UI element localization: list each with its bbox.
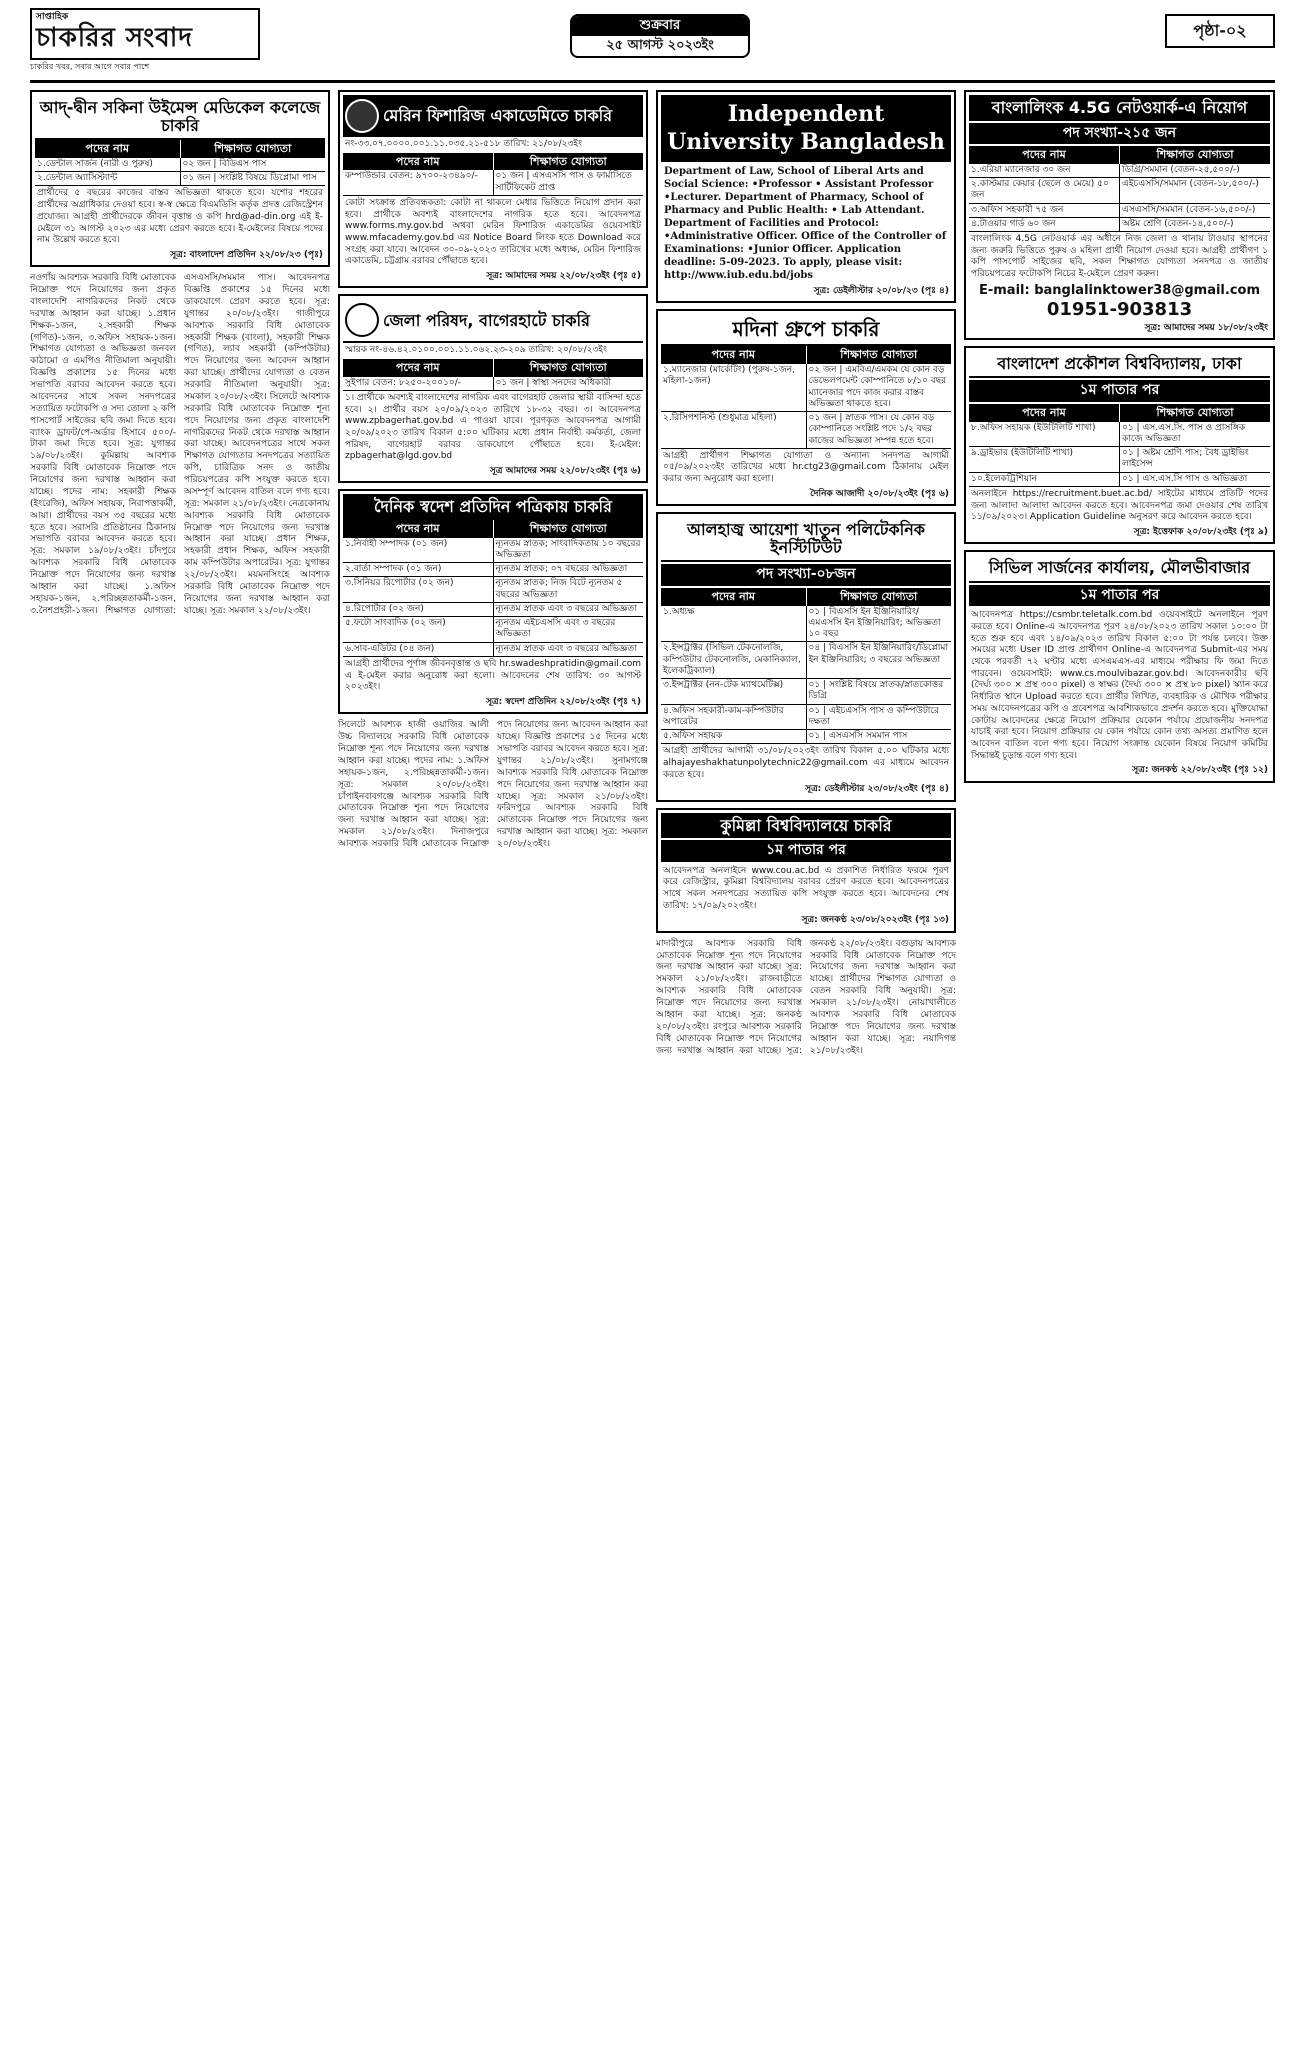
ad-title: বাংলাদেশ প্রকৌশল বিশ্ববিদ্যালয়, ঢাকা [969,351,1270,379]
contact-phone: 01951-903813 [1046,299,1193,321]
ad-title: আলহাজ্ব আয়েশা খাতুন পলিটেকনিক ইনস্টিটিউট [661,517,951,562]
cell-qualification: ০১ | এসএসসি সমমান পাস [808,731,908,741]
issue-date: ২৫ আগস্ট ২০২৩ইং [606,38,714,54]
cell-post: ২.ডেন্টাল অ্যাসিস্ট্যান্ট [35,172,181,185]
cell-qualification: ০১ | এস.এস.সি পাস ও অভিজ্ঞতা [1122,473,1248,484]
ad-civil-surgeon-moulvibazar [964,550,1275,782]
table-header [661,346,951,364]
ad-body: আগ্রহী প্রার্থীদের আগামী ৩১/০৮/২০২৩ইং তারিখ বিকাল ৫.০০ ঘটিকার মধ্যে alhajayeshakhatunpolytechnic22@gmail.com এর মাধ্যমে আবেদন করতে হবে। [663,746,949,780]
column-4 [964,90,1275,2030]
logo-title: চাকরির সংবাদ [36,23,193,53]
ad-title: দৈনিক স্বদেশ প্রতিদিন পত্রিকায় চাকরি [343,494,643,520]
table-row [661,642,951,679]
ad-body: প্রার্থীদের ৫ বছরের কাজের বাস্তব অভিজ্ঞতা থাকতে হবে। যশোর শহরের প্রার্থীদের অগ্রাধিকার দেওয়া হবে। স্ব-স্ব ক্ষেত্রে বিএমডিসি কর্তৃক প্রদত্ত রেজিস্ট্রেশন প্রযোজ্য। আগ্রহী প্রার্থীদেরকে জীবন বৃত্তান্ত ও কপি hrd@ad-din.org এই ই-মেইলে ৩১ আগস্ট ২০২৩ এর মধ্যে প্রেরণ করতে হবে। ই-মেইলের বিষয়ে পদের নাম উল্লেখ করতে হবে। [37,188,323,246]
cell-post: সুইপার বেতন: ৮২৫০-২০০১০/- [343,377,494,390]
col-header-qualification: শিক্ষাগত যোগ্যতা [1156,405,1234,419]
table-header [343,153,643,171]
col-header-post: পদের নাম [343,520,494,538]
ad-source: সূত্র: আমাদের সময় ২২/০৮/২৩ইং (পৃঃ ৫) [486,271,641,282]
cell-qualification: ০১ | অষ্টম শ্রেণি পাস; বৈধ ড্রাইভিং লাইসেন্স [1122,448,1249,470]
ad-source: সূত্র: ডেইলীস্টার ২৩/০৮/২৩ইং (পৃঃ ৪) [805,784,949,795]
cell-post: ২.রিসিপশনিস্ট (শুধুমাত্র মহিলা) [661,412,807,448]
col-header-post: পদের নাম [969,146,1120,164]
ad-source: সূত্র: ইত্তেফাক ২০/০৮/২৩ইং (পৃঃ ৯) [1133,527,1268,537]
contact-email: E-mail: banglalinktower38@gmail.com [978,282,1261,298]
col-header-qualification: শিক্ষাগত যোগ্যতা [214,142,292,156]
col-header-qualification: শিক্ষাগত যোগ্যতা [529,154,607,168]
col-header-qualification: শিক্ষাগত যোগ্যতা [529,361,607,374]
ad-banglalink [964,90,1275,340]
ad-body: আগ্রহী প্রার্থীগণ শিক্ষাগত যোগ্যতা ও অন্যান্য সনদপত্র আগামী ০৫/০৯/২০২৩ইং তারিখের মধ্যে hr.ctg23@gmail.com ঠিকানায় মেইল করার জন্য অনুরোধ করা হলো। [663,450,949,485]
ad-madina-group [656,309,956,506]
ad-source: সূত্র: জনকণ্ঠ ২২/০৮/২৩ইং (পৃঃ ১২) [1132,765,1268,776]
cell-post: ৬.সাব-এডিটর (০৪ জন) [343,643,494,656]
table-row [343,538,643,564]
column-1 [30,90,330,2030]
newspaper-logo [30,8,260,60]
cell-qualification: এসএসসি/সমমান (বেতন-১৬,৫০০/-) [1122,204,1256,215]
cell-qualification: ০১ | এস.এস.সি. পাস ও প্রাসঙ্গিক কাজে অভিজ্ঞতা [1122,422,1246,444]
ad-continued-label: ১ম পাতার পর [661,840,951,862]
ad-source: সূত্র: স্বদেশ প্রতিদিন ২২/০৮/২৩ইং (পৃঃ ৭) [486,697,641,708]
ad-title: আদ্-দ্বীন সকিনা উইমেন্স মেডিকেল কলেজে চাকরি [35,95,325,140]
cell-post: ৮.অফিস সহায়ক (ইউটিলিটি শাখা) [969,422,1120,447]
ad-body: কোটা সংক্রান্ত প্রতিবন্ধকতা: কোটা না থাকলে মেধার ভিত্তিতে নিয়োগ প্রদান করা হবে। প্রার্থীকে অবশ্যই বাংলাদেশের নাগরিক হতে হবে। আবেদনপত্র www.forms.my.gov.bd অথবা মেরিন ফিশারিজ একাডেমির ওয়েবসাইট www.mfacademy.gov.bd এর Notice Board লিংক হতে Download করে সংগ্রহ করা যাবে। আবেদন ৩০-০৯-২০২৩ তারিখের মধ্যে অধ্যক্ষ, মেরিন ফিশারিজ একাডেমি, চট্টগ্রাম বরাবর পৌঁছাতে হবে। [345,197,641,267]
ad-iub [656,90,956,303]
ad-zilla-parishad-bagerhat [338,294,648,483]
ad-title: কুমিল্লা বিশ্ববিদ্যালয়ে চাকরি [661,813,951,839]
table-header [661,588,951,606]
cell-qualification: ন্যূনতম এইচএসসি এবং ৩ বছরের অভিজ্ঞতা [495,618,616,640]
cell-post: ২.বার্তা সম্পাদক (০১ জন) [343,563,494,576]
table-row [343,603,643,617]
ad-header [343,299,643,343]
ad-body: আবেদনপত্র অনলাইনে www.cou.ac.bd এ প্রকাশিত নির্ধারিত ফরমে পূরণ করে রেজিস্ট্রার, কুমিল্লা বিশ্ববিদ্যালয় বরাবর প্রেরণ করতে হবে। আবেদনপত্রের সাথে সকল সনদপত্রের সত্যায়িত কপি সংযুক্ত করতে হবে। আবেদনের শেষ তারিখ: ১৭/০৯/২০২৩ইং। [663,865,949,911]
ad-body: Department of Law, School of Liberal Arts and Social Science: •Professor • Assistant Professor •Lecturer. Department of Pharmacy, School of Pharmacy and Public Health: • Lab Attendant. Department of Facilities and Protocol: •Administrative Officer. Office of the Controller of Examinations: •Junior Officer. Application deadline: 5-09-2023. To apply, please visit: http://www.iub.edu.bd/jobs [664,166,947,281]
ad-source: সূত্র: বাংলাদেশ প্রতিদিন ২২/০৮/২৩ (পৃঃ) [170,249,323,260]
government-seal-icon [345,99,379,133]
ad-source: সূত্র: ডেইলীস্টার ২০/০৮/২৩ (পৃঃ ৪) [813,286,949,296]
cell-qualification: ন্যূনতম স্নাতক; ০৭ বছরের অভিজ্ঞতা [495,564,628,575]
table-row [969,447,1270,473]
table-row [661,606,951,643]
classified-listings: নওগাঁয় আবশ্যক সরকারি বিধি মোতাবেক নিম্নোক্ত পদে নিয়োগের জন্য প্রকৃত বাংলাদেশি নাগরিকদের নিকট থেকে দরখাস্ত আহ্বান করা যাচ্ছে। ১.প্রধান শিক্ষক-১জন, ২.সহকারী শিক্ষক (গণিত)-১জন, ৩.অফিস সহায়ক-১জন। শিক্ষাগত যোগ্যতা ও অভিজ্ঞতা জনবল কাঠামো ও এমপিও নীতিমালা অনুযায়ী। বিজ্ঞপ্তি প্রকাশের ১৫ দিনের মধ্যে সভাপতি বরাবর আবেদন করতে হবে। আবেদনের সাথে সকল সনদপত্রের সত্যায়িত ফটোকপি ও সদ্য তোলা ২ কপি পাসপোর্ট সাইজের ছবি জমা দিতে হবে। ব্যাংক ড্রাফট/পে-অর্ডার হিসাবে ৫০০/- টাকা জমা দিতে হবে। সূত্র: যুগান্তর ১৯/০৮/২৩ইং। কুমিল্লায় আবশ্যক সরকারি বিধি মোতাবেক নিম্নোক্ত পদে নিয়োগের জন্য দরখাস্ত আহ্বান করা যাচ্ছে। পদের নাম: সহকারী শিক্ষক (ইংরেজি), অফিস সহায়ক, নিরাপত্তাকর্মী, আয়া। প্রার্থীদের বয়স ৩৫ বছরের মধ্যে হতে হবে। সরাসরি প্রতিষ্ঠানের ঠিকানায় সভাপতি বরাবর আবেদন করতে হবে। সূত্র: সমকাল ১৯/০৮/২৩ইং। চাঁদপুরে আবশ্যক সরকারি বিধি মোতাবেক নিম্নোক্ত পদে নিয়োগের জন্য দরখাস্ত আহ্বান করা যাচ্ছে। ১.অফিস সহায়ক-১জন, ২.পরিচ্ছন্নতাকর্মী-১জন, ৩.নৈশপ্রহরী-১জন। শিক্ষাগত যোগ্যতা: এসএসসি/সমমান পাস। আবেদনপত্র বিজ্ঞপ্তি প্রকাশের ১৫ দিনের মধ্যে ডাকযোগে প্রেরণ করতে হবে। সূত্র: যুগান্তর ২০/০৮/২৩ইং। গাজীপুরে আবশ্যক সরকারি বিধি মোতাবেক সহকারী শিক্ষক (বাংলা), সহকারী শিক্ষক (গণিত), ল্যাব সহকারী (কম্পিউটার) পদে নিয়োগের জন্য আবেদন আহ্বান করা যাচ্ছে। প্রার্থীদের যোগ্যতা ও বেতন সরকারি নীতিমালা অনুযায়ী। সূত্র: সমকাল ২০/০৮/২৩ইং। সিলেটে আবশ্যক সরকারি বিধি মোতাবেক নিম্নোক্ত শূন্য পদে নিয়োগের জন্য প্রকৃত বাংলাদেশি নাগরিকদের নিকট থেকে দরখাস্ত আহ্বান করা যাচ্ছে। আবেদনপত্রের সাথে সকল শিক্ষাগত যোগ্যতার সনদপত্রের সত্যায়িত কপি, চারিত্রিক সনদ ও জাতীয় পরিচয়পত্রের কপি সংযুক্ত করতে হবে। অসম্পূর্ণ আবেদন বাতিল বলে গণ্য হবে। সূত্র: সমকাল ২১/০৮/২৩ইং। নেত্রকোনায় আবশ্যক সরকারি বিধি মোতাবেক নিম্নোক্ত পদে নিয়োগের জন্য দরখাস্ত আহ্বান করা যাচ্ছে। প্রধান শিক্ষক, সহকারী প্রধান শিক্ষক, অফিস সহকারী কাম কম্পিউটার অপারেটর। সূত্র: যুগান্তর ২২/০৮/২৩ইং। ময়মনসিংহে আবশ্যক সরকারি বিধি মোতাবেক নিম্নোক্ত পদে নিয়োগের জন্য দরখাস্ত আহ্বান করা যাচ্ছে। সূত্র: সমকাল ২২/০৮/২৩ইং। [30,273,330,616]
table-row [661,364,951,412]
ad-post-count: পদ সংখ্যা-০৮জন [661,564,951,586]
col-header-post: পদের নাম [661,588,807,606]
ad-addin-medical [30,90,330,267]
table-header [35,140,325,158]
issue-date-box [570,14,750,58]
cell-post: ১০.ইলেকট্রিশিয়ান [969,473,1120,486]
ad-title: সিভিল সার্জনের কার্যালয়, মৌলভীবাজার [969,555,1270,583]
col-header-qualification: শিক্ষাগত যোগ্যতা [1156,148,1234,162]
ad-title: মেরিন ফিশারিজ একাডেমিতে চাকরি [383,106,613,126]
ad-ayesha-khatun-polytechnic [656,512,956,802]
table-row [35,158,325,172]
cell-post: ৪.অফিস সহকারী-কাম-কম্পিউটার অপারেটর [661,705,807,730]
table-row [343,377,643,391]
ad-body: আবেদনপত্র https://csmbr.teletalk.com.bd ওয়েবসাইটে অনলাইনে পূরণ করতে হবে। Online-এ আবেদনপত্র পূরণ ২৪/০৮/২০২৩ তারিখ সকাল ১০:০০ টা হতে শুরু হবে এবং ১৪/০৯/২০২৩ তারিখ বিকাল ৫:০০ টা পর্যন্ত চলবে। উক্ত সময়ের মধ্যে User ID প্রাপ্ত প্রার্থীগণ Online-এ আবেদনপত্র Submit-এর সময় থেকে পরবর্তী ৭২ ঘণ্টার মধ্যে এসএমএস-এর মাধ্যমে পরীক্ষার ফি জমা দিতে পারবেন। ওয়েবসাইট: www.cs.moulvibazar.gov.bd। আবেদনকারীর ছবি (দৈর্ঘ্য ৩০০ × প্রস্থ ৩০০ pixel) ও স্বাক্ষর (দৈর্ঘ্য ৩০০ × প্রস্থ ৮০ pixel) স্ক্যান করে নির্ধারিত স্থানে Upload করতে হবে। প্রার্থীর লিখিত, ব্যবহারিক ও মৌখিক পরীক্ষার সময় আবেদনপত্রের কপি ও প্রবেশপত্র আবশ্যিকভাবে প্রদর্শন করতে হবে। মুক্তিযোদ্ধা কোটায় আবেদনের ক্ষেত্রে নিয়োগ প্রক্রিয়ার যেকোন পর্যায়ে প্রয়োজনীয় সনদপত্র যাচাই করা হবে। নিয়োগ প্রক্রিয়ার যে কোন পর্যায়ে কোন তথ্য অসত্য প্রমাণিত হলে আবেদন বাতিল বলে গণ্য হবে। নিয়োগ সংক্রান্ত যেকোন বিষয়ে নিয়োগ কমিটির সিদ্ধান্তই চূড়ান্ত বলে গণ্য হবে। [971,610,1268,761]
table-row [343,563,643,577]
cell-post: ১.নির্বাহী সম্পাদক (০১ জন) [343,538,494,563]
col-header-post: পদের নাম [969,404,1120,422]
issue-day: শুক্রবার [572,16,748,36]
table-row [343,643,643,657]
masthead-tagline: চাকরির খবর, সবার আগে সবার পাশে [30,62,150,71]
logo-small-text: সাপ্তাহিক [36,12,69,22]
cell-post: ৩.সিনিয়র রিপোর্টার (০২ জন) [343,577,494,602]
cell-post: ৩.অফিস সহকারী ৭৫ জন [969,204,1120,217]
ad-body: বাংলালিংক 4.5G নেটওয়ার্ক এর অধীনে নিজ জেলা ও থানায় টাওয়ার স্থাপনের জন্য জরুরি ভিত্তিতে পুরুষ ও মহিলা প্রার্থী নিয়োগ দেওয়া হবে। আগ্রহী প্রার্থীগণ ১ কপি পাসপোর্ট সাইজের ছবি, সকল শিক্ষাগত যোগ্যতা সনদপত্র ও জাতীয় পরিচয়পত্রের ফটোকপি নিচের ই-মেইলে প্রেরণ করুন। [971,234,1268,280]
cell-qualification: ০১ | এইচএসসি পাস ও কম্পিউটারে দক্ষতা [808,705,939,727]
cell-qualification: ০১ | সংশ্লিষ্ট বিষয়ে স্নাতক/স্নাতকোত্তর ডিগ্রি [808,680,944,702]
col-header-post: পদের নাম [35,140,181,158]
ad-post-count: পদ সংখ্যা-২১৫ জন [969,123,1270,145]
ad-title: মদিনা গ্রুপে চাকরি [661,314,951,346]
masthead [30,8,1275,88]
ad-swadesh-pratidin [338,489,648,714]
page-number: পৃষ্ঠা-০২ [1165,14,1275,48]
cell-post: ১.ডেন্টাল সার্জন (নারী ও পুরুষ) [35,158,181,171]
table-header [343,520,643,538]
cell-qualification: এইচএসসি/সমমান (বেতন-১৮,৫০০/-) [1122,179,1259,190]
ad-reference: স্মারক নং-৪৬.৪২.০১০০.০০১.১১.০৬২.২৩-২০৯ তারিখ: ২০/০৮/২৩ইং [345,345,607,356]
ad-body: আগ্রহী প্রার্থীদের পূর্ণাঙ্গ জীবনবৃত্তান্ত ও ছবি hr.swadeshpratidin@gmail.com এ ই-মেইল করার অনুরোধ করা হলো। আবেদনের শেষ তারিখ: ৩০ আগস্ট ২০২৩ইং। [345,658,641,693]
column-2 [338,90,648,2030]
table-row [661,705,951,731]
table-row [343,170,643,196]
col-header-qualification: শিক্ষাগত যোগ্যতা [840,348,918,362]
cell-qualification: ডিগ্রি/সমমান (বেতন-২৫,৫০০/-) [1122,164,1240,175]
cell-qualification: ০১ জন | এসএসসি পাস ও ফার্মাসিতে সার্টিফিকেট প্রাপ্ত [495,171,632,193]
ad-buet [964,346,1275,544]
cell-post: ৪.টাওয়ার গার্ড ৬০ জন [969,218,1120,231]
table-row [969,218,1270,232]
table-row [969,204,1270,218]
cell-post: ১.এরিয়া ম্যানেজার ৩০ জন [969,164,1120,177]
cell-qualification: ০৪ | বিএসসি ইন ইঞ্জিনিয়ারিং/ডিপ্লোমা ইন ইঞ্জিনিয়ারিং; ৩ বছরের অভিজ্ঞতা [808,643,949,665]
cell-post: ২.ইন্সট্রাক্টর (সিভিল টেকনোলজি, কম্পিউটার টেকনোলজি, মেকানিক্যাল, ইলেকট্রিক্যাল) [661,642,807,678]
cell-post: কম্পাউন্ডার বেতন: ৯৭০০-২৩৪৯০/- [343,170,494,195]
cell-post: ১.ম্যানেজার (মার্কেটিং) (পুরুষ-১জন, মহিলা-১জন) [661,364,807,411]
cell-qualification: ০২ জন | বিডিএস পাস [182,158,267,169]
table-row [969,422,1270,448]
cell-qualification: ০১ জন | স্বাস্থ্য সনদের অধিকারী [495,377,612,388]
table-header [969,146,1270,164]
cell-post: ৩.ইন্সট্রাক্টর (নন-টেক ম্যাথমেটিক্স) [661,679,807,704]
table-row [343,577,643,603]
ad-title: বাংলালিংক 4.5G নেটওয়ার্ক-এ নিয়োগ [969,95,1270,121]
column-3 [656,90,956,2030]
ad-source: সূত্র আমাদের সময় ২২/০৮/২৩ইং (পৃঃ ৬) [489,466,641,477]
ad-continued-label: ১ম পাতার পর [969,380,1270,402]
cell-qualification: ০১ জন | স্নাতক পাস। যে কোন বড় কোম্পানিতে সংশ্লিষ্ট পদে ১/২ বছর কাজের অভিজ্ঞতা সম্পন্ন হতে হবে। [808,413,935,446]
masthead-divider [30,80,1275,83]
ad-source: সূত্র: আমাদের সময় ১৮/০৮/২৩ইং [1144,322,1268,333]
cell-qualification: ০১ | বিএসসি ইন ইঞ্জিনিয়ারিং/এমএসসি ইন ইঞ্জিনিয়ারিং; অভিজ্ঞতা ১০ বছর [808,606,941,639]
table-row [661,730,951,744]
cell-qualification: ন্যূনতম স্নাতক; সাংবাদিকতায় ১০ বছরের অভিজ্ঞতা [495,538,641,560]
table-header [969,404,1270,422]
classified-listings: সিলেটে আবশ্যক হাজী ওয়াজির আলী উচ্চ বিদ্যালয়ে সরকারি বিধি মোতাবেক নিম্নোক্ত শূন্য পদে নিয়োগের জন্য দরখাস্ত আহ্বান করা যাচ্ছে। পদের নাম: ১.অফিস সহায়ক-১জন, ২.পরিচ্ছন্নতাকর্মী-১জন। সূত্র: সমকাল ২০/০৮/২৩ইং। চাঁপাইনবাবগঞ্জে আবশ্যক সরকারি বিধি মোতাবেক নিম্নোক্ত শূন্য পদে নিয়োগের জন্য দরখাস্ত আহ্বান করা যাচ্ছে। সূত্র: সমকাল ২১/০৮/২৩ইং। দিনাজপুরে আবশ্যক সরকারি বিধি মোতাবেক নিম্নোক্ত পদে নিয়োগের জন্য আবেদন আহ্বান করা যাচ্ছে। বিজ্ঞপ্তি প্রকাশের ১৫ দিনের মধ্যে সভাপতি বরাবর আবেদন করতে হবে। সূত্র: যুগান্তর ২১/০৮/২৩ইং। সুনামগঞ্জে আবশ্যক সরকারি বিধি মোতাবেক নিম্নোক্ত পদে নিয়োগের জন্য দরখাস্ত আহ্বান করা যাচ্ছে। সূত্র: সমকাল ২১/০৮/২৩ইং। ফরিদপুরে আবশ্যক সরকারি বিধি মোতাবেক নিম্নোক্ত পদে নিয়োগের জন্য দরখাস্ত আহ্বান করা যাচ্ছে। সূত্র: সমকাল ২০/০৮/২৩ইং। [338,720,648,850]
classified-listings: মাদারীপুরে আবশ্যক সরকারি বিধি মোতাবেক নিম্নোক্ত শূন্য পদে নিয়োগের জন্য দরখাস্ত আহ্বান করা যাচ্ছে। সূত্র: সমকাল ২১/০৮/২৩ইং। রাজবাড়ীতে আবশ্যক সরকারি বিধি মোতাবেক নিম্নোক্ত পদে নিয়োগের জন্য দরখাস্ত আহ্বান করা যাচ্ছে। সূত্র: জনকণ্ঠ ২০/০৮/২৩ইং। রংপুরে আবশ্যক সরকারি বিধি মোতাবেক নিম্নোক্ত পদে নিয়োগের জন্য দরখাস্ত আহ্বান করা যাচ্ছে। সূত্র: জনকণ্ঠ ২২/০৮/২৩ইং। বগুড়ায় আবশ্যক সরকারি বিধি মোতাবেক নিম্নোক্ত পদে নিয়োগের জন্য দরখাস্ত আহ্বান করা যাচ্ছে। প্রার্থীদের শিক্ষাগত যোগ্যতা ও বেতন সরকারি বিধি অনুযায়ী। সূত্র: সমকাল ২১/০৮/২৩ইং। নোয়াখালীতে আবশ্যক সরকারি বিধি মোতাবেক নিম্নোক্ত পদে নিয়োগের জন্য দরখাস্ত আহ্বান করা যাচ্ছে। সূত্র: নয়াদিগন্ত ২১/০৮/২৩ইং। [656,938,956,1056]
ad-continued-label: ১ম পাতার পর [969,585,1270,607]
cell-qualification: ন্যূনতম স্নাতক; নিজ বিটে ন্যূনতম ৫ বছরের অভিজ্ঞতা [495,578,623,600]
ad-comilla-university [656,808,956,933]
cell-qualification: ন্যূনতম স্নাতক এবং ৩ বছরের অভিজ্ঞতা [495,643,637,654]
table-row [343,617,643,643]
ad-header [343,95,643,137]
ad-body: অনলাইনে https://recruitment.buet.ac.bd/ সাইটের মাধ্যমে প্রতিটি পদের জন্য আলাদা আলাদা আবেদন করতে হবে। আবেদনপত্র জমা দেওয়ার শেষ তারিখ ১১/০৯/২০২৩। Application Guideline অনুসরণ করে আবেদন করতে হবে। [971,488,1268,523]
cell-post: ১.অধ্যক্ষ [661,606,807,642]
table-header [343,359,643,377]
col-header-qualification: শিক্ষাগত যোগ্যতা [529,521,607,535]
cell-qualification: অষ্টম শ্রেণি (বেতন-১৪,৫০০/-) [1122,218,1234,229]
cell-qualification: ন্যূনতম স্নাতক এবং ৩ বছরের অভিজ্ঞতা [495,603,637,614]
cell-qualification: ০১ জন | সংশ্লিষ্ট বিষয়ে ডিপ্লোমা পাস [182,173,317,184]
ad-marine-fisheries [338,90,648,288]
ad-reference: নং-৩৩.০৭.০০০০.০০১.১১.০৩৫.২১-৫১৮ তারিখ: ২১/০৮/২৩ইং [345,139,582,149]
ad-source: সূত্র: জনকণ্ঠ ২৩/০৮/২০২৩ইং (পৃঃ ১৩) [801,915,949,926]
cell-qualification: ০২ জন | এমবিএ/এমকম যে কোন বড় ডেভেলপমেন্ট কোম্পানিতে ৮/১০ বছর ম্যানেজার পদে কাজ করার বাস্তব অভিজ্ঞতা থাকতে হবে। [808,365,947,409]
table-row [969,178,1270,204]
government-seal-icon [345,303,379,337]
ad-body: ১। প্রার্থীকে অবশ্যই বাংলাদেশের নাগরিক এবং বাগেরহাট জেলার স্থায়ী বাসিন্দা হতে হবে। ২। প্রার্থীর বয়স ২০/০৯/২০২৩ তারিখে ১৮-৩২ বছর। ৩। আবেদনপত্র www.zpbagerhat.gov.bd এ পাওয়া যাবে। পূরণকৃত আবেদনপত্র আগামী ২০/০৯/২০২৩ তারিখ বিকাল ৫:০০ ঘটিকার মধ্যে প্রধান নির্বাহী কর্মকর্তা, জেলা পরিষদ, বাগেরহাট বরাবর ডাকযোগে পৌঁছাতে হবে। ই-মেইল: zpbagerhat@lgd.gov.bd [345,393,641,462]
col-header-post: পদের নাম [661,346,807,364]
ad-title: জেলা পরিষদ, বাগেরহাটে চাকরি [383,310,590,330]
table-row [35,172,325,186]
ad-title: Independent University Bangladesh [661,95,951,162]
table-row [969,473,1270,487]
cell-post: ৪.রিপোর্টার (০২ জন) [343,603,494,616]
cell-post: ২.কাস্টমার কেয়ার (ছেলে ও মেয়ে) ৫০ জন [969,178,1120,203]
col-header-post: পদের নাম [343,359,494,377]
table-row [661,679,951,705]
table-row [661,412,951,449]
col-header-post: পদের নাম [343,153,494,171]
cell-post: ৫.ফটো সাংবাদিক (০২ জন) [343,617,494,642]
col-header-qualification: শিক্ষাগত যোগ্যতা [840,589,918,603]
cell-post: ৯.ড্রাইভার (ইউটিলিটি শাখা) [969,447,1120,472]
cell-post: ৫.অফিস সহায়ক [661,730,807,743]
table-row [969,164,1270,178]
ad-source: দৈনিক আজাদী ২০/০৮/২৩ইং (পৃঃ ৬) [810,488,949,499]
